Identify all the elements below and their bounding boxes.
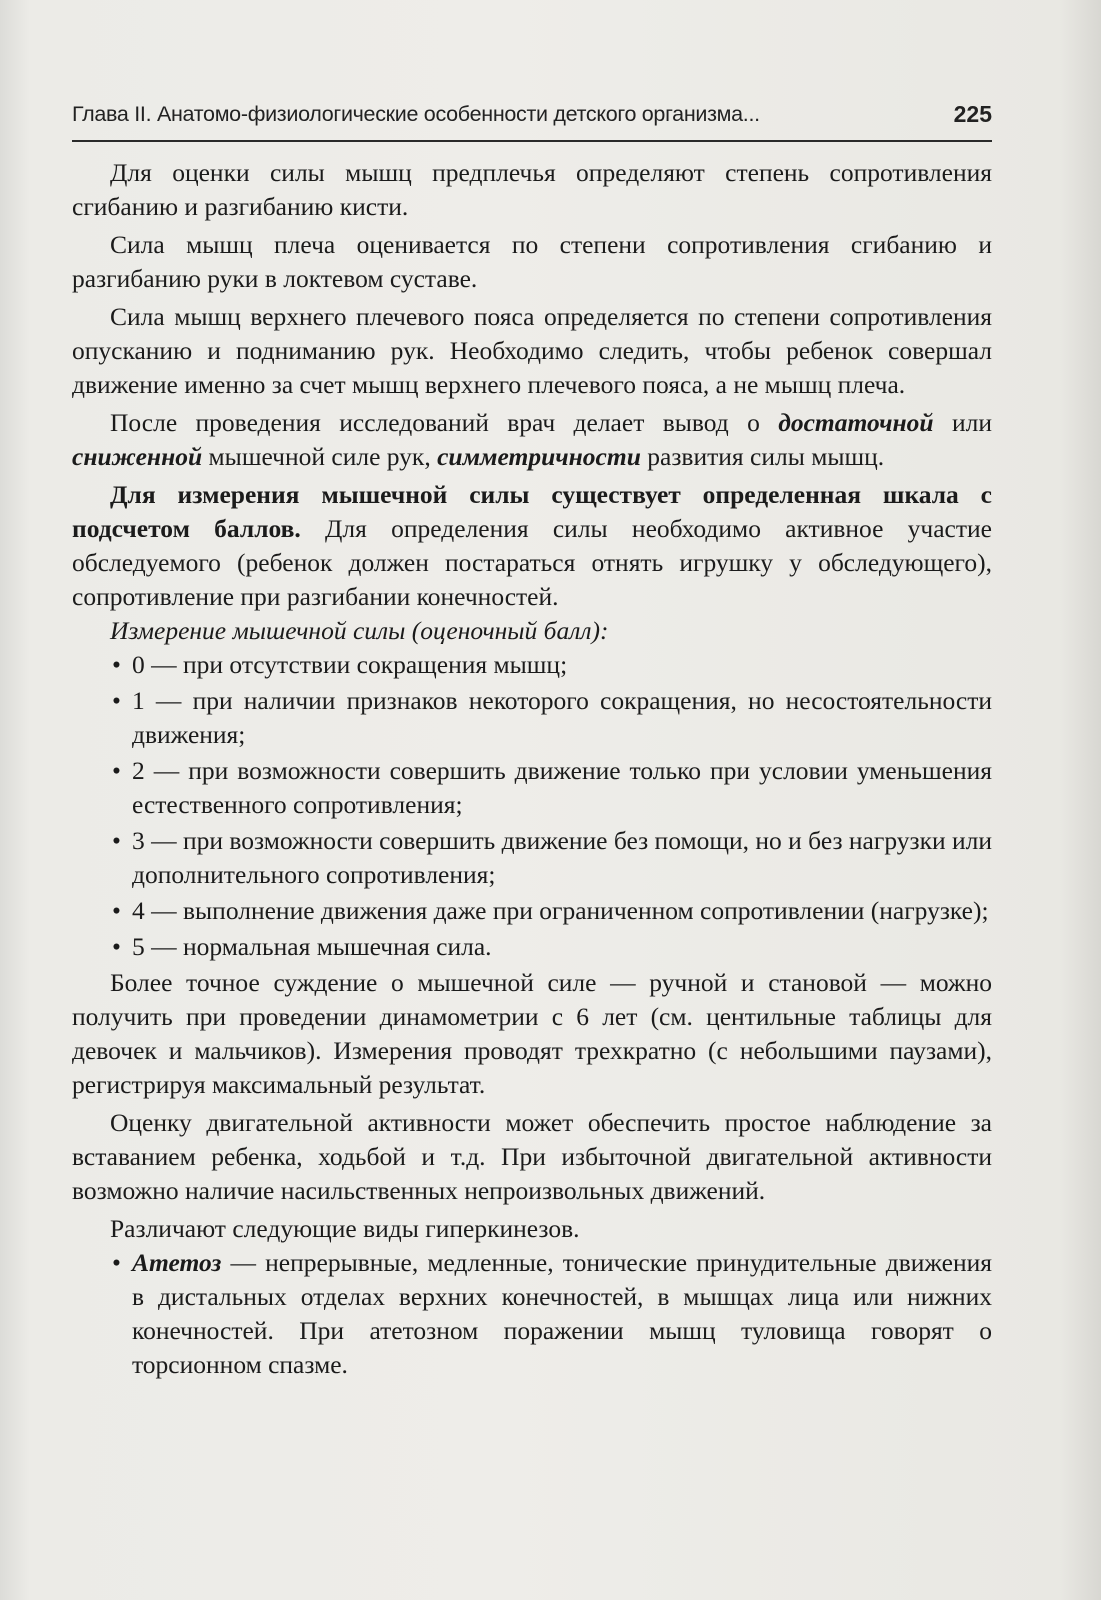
running-header bbox=[72, 100, 992, 142]
list-item bbox=[72, 648, 992, 682]
list-item bbox=[72, 754, 992, 822]
bullet-icon: • bbox=[112, 756, 121, 785]
scale-intro-bold: Для измерения мышечной силы существует определенная шкала с подсчетом баллов. bbox=[72, 480, 992, 543]
bullet-icon: • bbox=[112, 896, 121, 925]
conclusion-text-c: или bbox=[933, 408, 992, 437]
list-item bbox=[72, 1246, 992, 1382]
list-item bbox=[72, 684, 992, 752]
paragraph-dynamometry: Более точное суждение о мышечной силе — ручной и становой — можно получить при проведении динамометрии с 6 лет (см. центильные таблицы для девочек и мальчиков). Измерения проводят трехкратно (с небольшими паузами), регистрируя максимальный результат. bbox=[72, 968, 992, 1099]
scale-item-text: 2 — при возможности совершить движение только при условии уменьшения естественного сопротивления; bbox=[132, 756, 992, 819]
list-item bbox=[72, 894, 992, 928]
body-text bbox=[72, 156, 992, 1384]
chapter-title: Глава II. Анатомо-физиологические особенности детского организма... bbox=[72, 102, 760, 126]
paragraph-shoulder-girdle: Сила мышц верхнего плечевого пояса определяется по степени сопротивления опусканию и подниманию рук. Необходимо следить, чтобы ребенок совершал движение именно за счет мышц верхнего плечевого пояса, а не мышц плеча. bbox=[72, 302, 992, 399]
scale-item-text: 5 — нормальная мышечная сила. bbox=[132, 932, 492, 961]
conclusion-text-g: развития силы мышц. bbox=[640, 442, 885, 471]
paragraph-conclusion bbox=[72, 406, 992, 474]
scale-item-text: 3 — при возможности совершить движение без помощи, но и без нагрузки или дополнительного сопротивления; bbox=[132, 826, 992, 889]
hyperkinesis-list bbox=[72, 1246, 992, 1382]
page-number: 225 bbox=[953, 101, 992, 127]
list-item bbox=[72, 824, 992, 892]
term-sufficient: достаточной bbox=[778, 408, 934, 437]
paragraph-shoulder: Сила мышц плеча оценивается по степени сопротивления сгибанию и разгибанию руки в локтевом суставе. bbox=[72, 230, 992, 293]
paragraph-motor-activity: Оценку двигательной активности может обеспечить простое наблюдение за вставанием ребенка, ходьбой и т.д. При избыточной двигательной активности возможно наличие насильственных непроизвольных движений. bbox=[72, 1108, 992, 1205]
paragraph-scale-intro bbox=[72, 478, 992, 614]
scale-list bbox=[72, 648, 992, 964]
scale-intro-rest: Для определения силы необходимо активное участие обследуемого (ребенок должен постараться отнять игрушку у обследующего), сопротивление при разгибании конечностей. bbox=[72, 514, 992, 611]
scale-item-text: 0 — при отсутствии сокращения мышц; bbox=[132, 650, 568, 679]
bullet-icon: • bbox=[112, 826, 121, 855]
term-symmetry: симметричности bbox=[437, 442, 641, 471]
scale-item-text: 4 — выполнение движения даже при ограниченном сопротивлении (нагрузке); bbox=[132, 896, 989, 925]
term-reduced: сниженной bbox=[72, 442, 203, 471]
bullet-icon: • bbox=[112, 686, 121, 715]
conclusion-text-e: мышечной силе рук, bbox=[202, 442, 438, 471]
scale-item-text: 1 — при наличии признаков некоторого сокращения, но несостоятельности движения; bbox=[132, 686, 992, 749]
athetosis-text: — непрерывные, медленные, тонические принудительные движения в дистальных отделах верхних конечностей, в мышцах лица или нижних конечностей. При атетозном поражении мышц туловища говорят о торсионном спазме. bbox=[132, 1248, 992, 1379]
conclusion-text-a: После проведения исследований врач делает вывод о bbox=[110, 408, 779, 437]
bullet-icon: • bbox=[112, 650, 121, 679]
paragraph-forearm: Для оценки силы мышц предплечья определяют степень сопротивления сгибанию и разгибанию кисти. bbox=[72, 158, 992, 221]
bullet-icon: • bbox=[112, 1248, 121, 1277]
bullet-icon: • bbox=[112, 932, 121, 961]
paragraph-hyperkinesis-intro: Различают следующие виды гиперкинезов. bbox=[110, 1214, 580, 1243]
list-item bbox=[72, 930, 992, 964]
term-athetosis: Атетоз bbox=[132, 1248, 222, 1277]
scale-title: Измерение мышечной силы (оценочный балл): bbox=[110, 616, 609, 645]
